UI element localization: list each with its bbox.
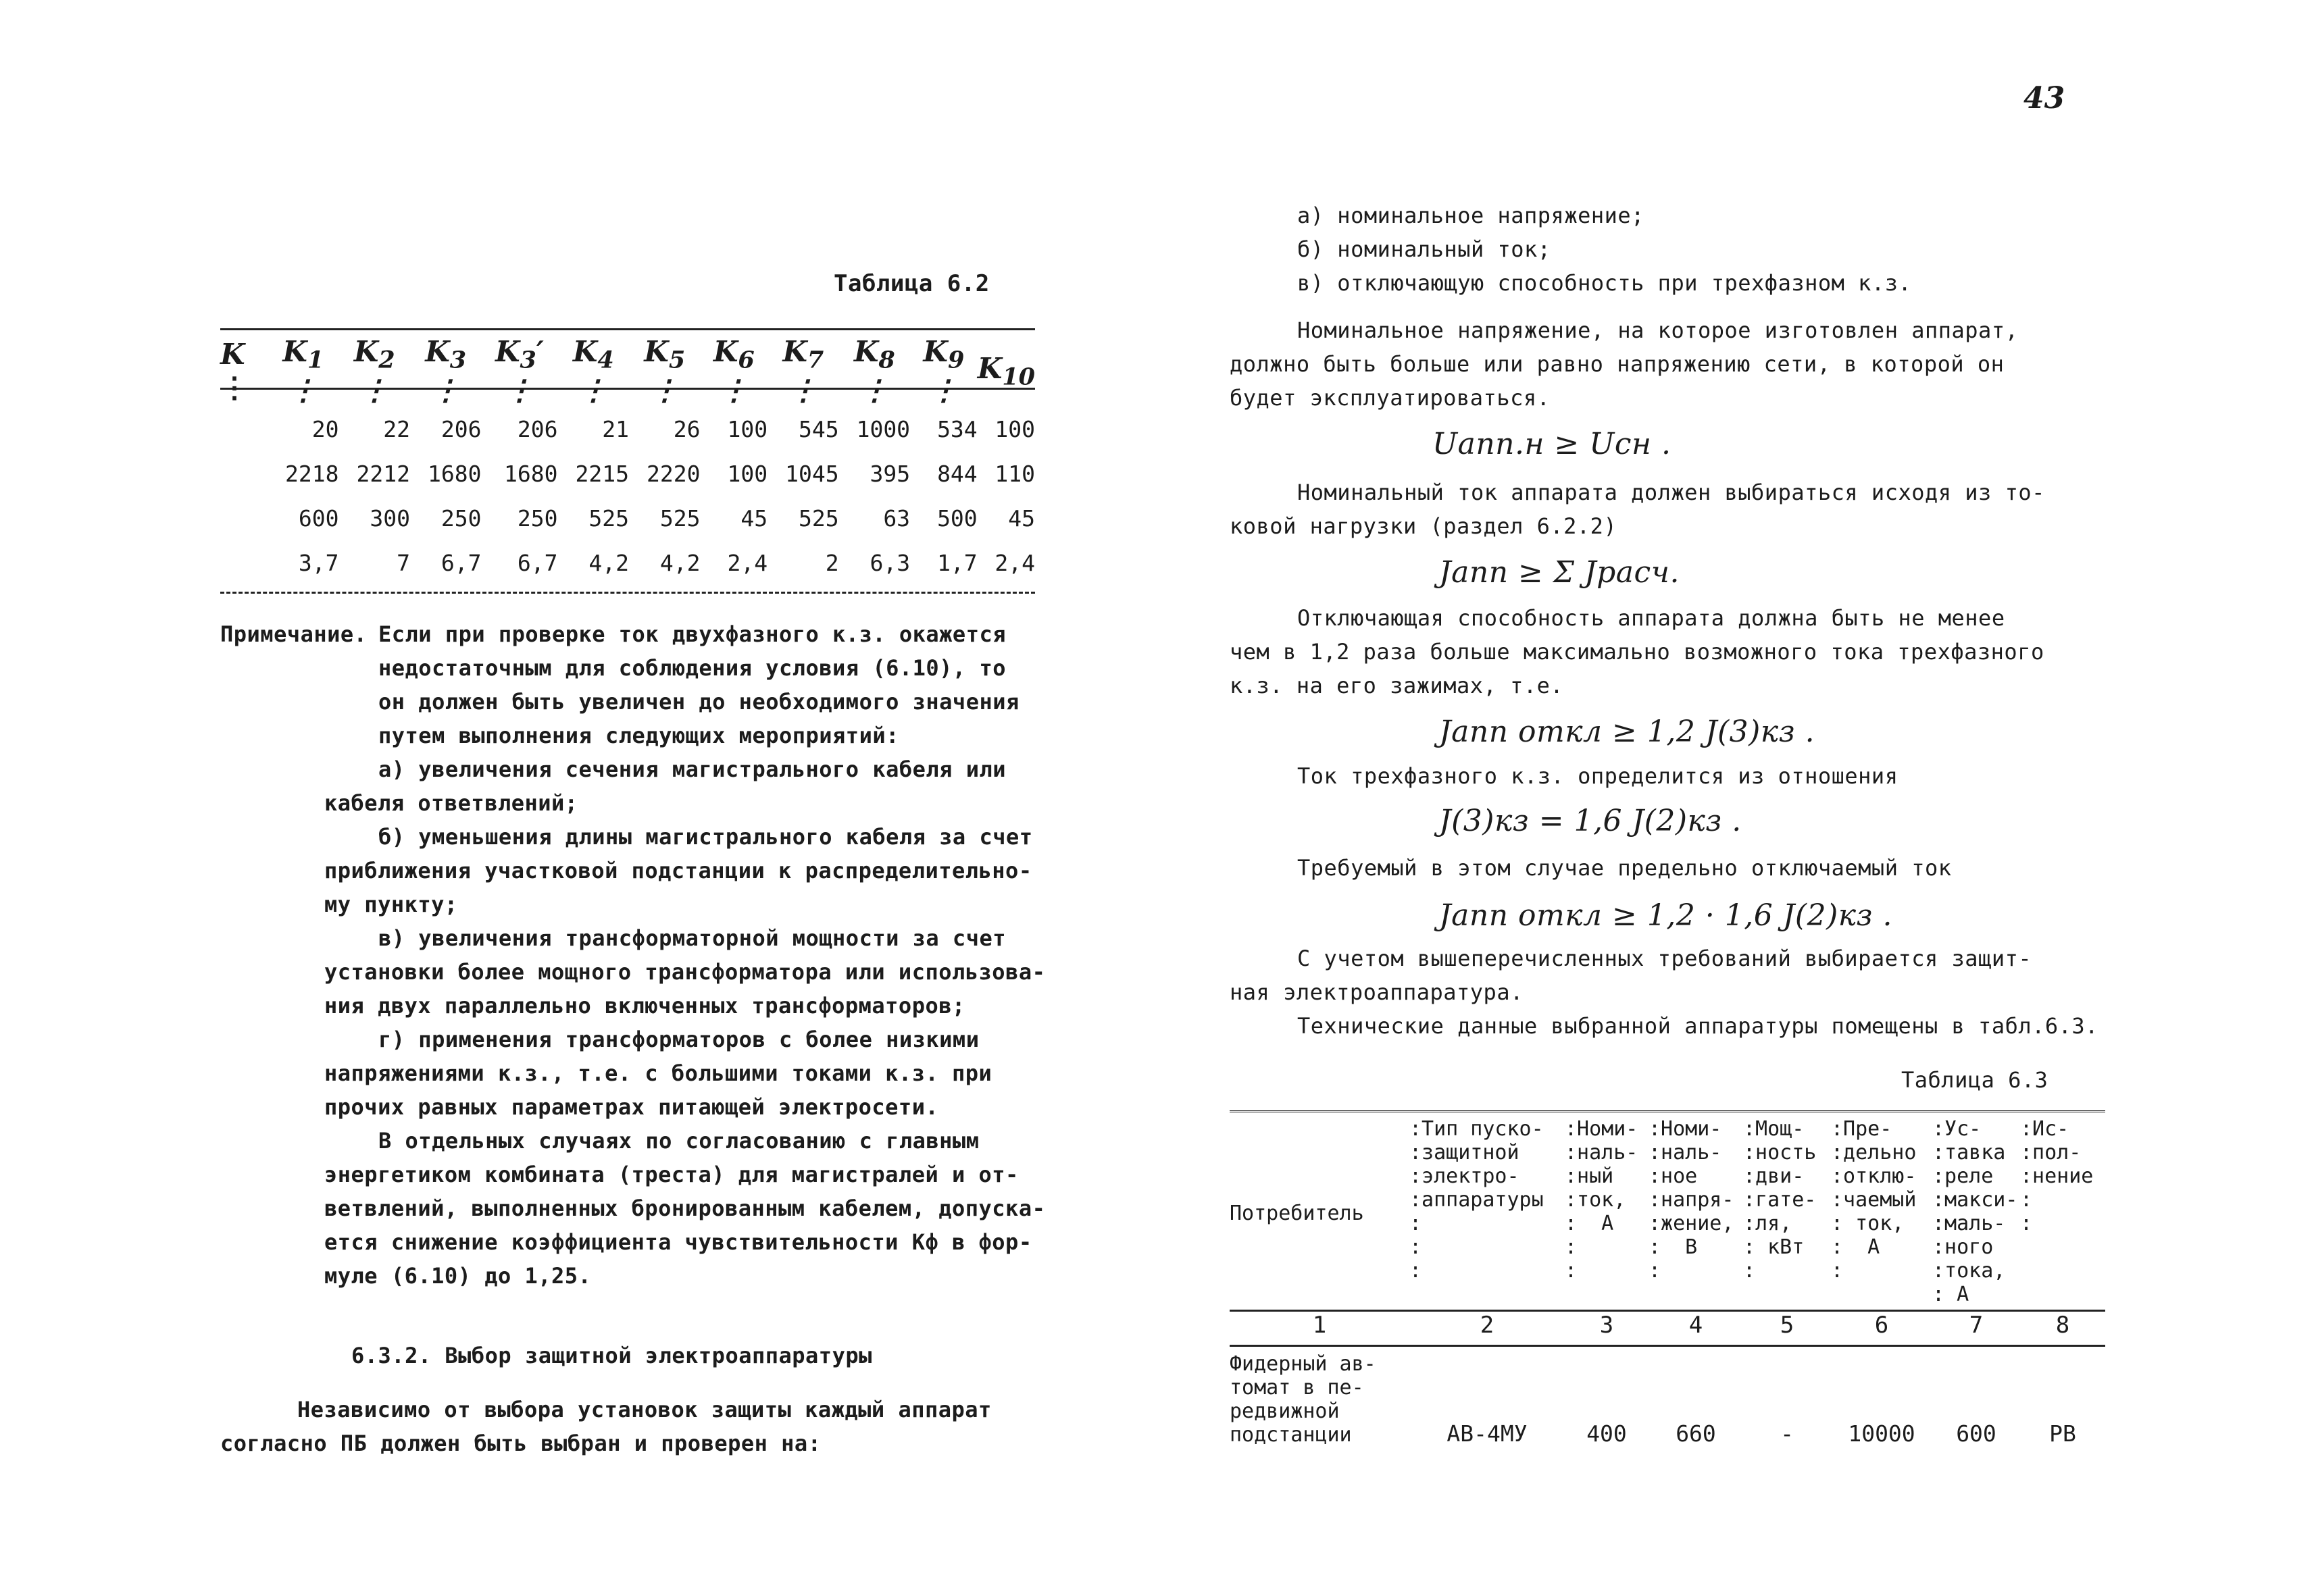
k-cell: 300 [370, 505, 410, 532]
para-line: муле (6.10) до 1,25. [324, 1263, 592, 1289]
note-line: путем выполнения следующих мероприятий: [378, 723, 899, 748]
item-line: кабеля ответвлений; [324, 790, 578, 816]
item-line: му пункту; [324, 892, 458, 917]
para-line: В отдельных случаях по согласованию с главным [378, 1128, 980, 1154]
k-cell: 534 [937, 415, 978, 442]
k-cell: 2220 [647, 460, 701, 487]
item-line: в) увеличения трансформаторной мощности за счет [378, 925, 1006, 951]
k-cell: 45 [740, 505, 768, 532]
table-row [220, 540, 1035, 585]
power-header: :Мощ- :ность :дви- :гате- :ля, : кВт : [1743, 1117, 1817, 1283]
k-cell: 206 [441, 415, 482, 442]
k-cell: 2,4 [727, 549, 768, 576]
k-cell: 525 [588, 505, 629, 532]
page-number: 43 [2023, 81, 2065, 115]
k-cell: 1045 [785, 460, 839, 487]
k-cell: 2215 [575, 460, 629, 487]
item-line: б) уменьшения длины магистрального кабеля за счет [378, 824, 1033, 850]
k1-header: $K_1$ ⋮ [282, 335, 324, 407]
para-line: ется снижение коэффициента чувствительности Кф в фор- [324, 1229, 1032, 1255]
voltage-cell: 660 [1676, 1420, 1716, 1447]
k-cell: 2 [825, 549, 839, 576]
formula: Jапп откл ≥ 1,2 J(3)кз . [1439, 715, 1815, 749]
item-line: а) увеличения сечения магистрального кабеля или [378, 756, 1006, 782]
t63-header-row [1230, 1117, 2105, 1310]
table-6-2-caption: Таблица 6.2 [834, 270, 990, 297]
list-item: б) номинальный ток; [1297, 236, 1551, 262]
item-line: ния двух параллельно включенных трансформаторов; [324, 993, 965, 1019]
text-line: будет эксплуатироваться. [1230, 385, 1551, 411]
k-header: K ⋮ [220, 338, 249, 405]
k-cell: 21 [602, 415, 629, 442]
final-line: согласно ПБ должен быть выбран и проверен на: [220, 1431, 822, 1456]
text-line: Ток трехфазного к.з. определится из отношения [1297, 763, 1898, 789]
k2-header: $K_2$ ⋮ [353, 335, 395, 407]
setting-header: :Ус- :тавка :реле :макси- :маль- :ного :тока, : А [1932, 1117, 2018, 1306]
execution-cell: РВ [2049, 1420, 2076, 1447]
k-table-header-rule [220, 388, 1035, 390]
text-line: Номинальное напряжение, на которое изготовлен аппарат, [1297, 317, 2019, 343]
k-cell: 250 [441, 505, 482, 532]
k-cell: 100 [727, 460, 768, 487]
col-number: 3 [1599, 1311, 1614, 1339]
note-line: недостаточным для соблюдения условия (6.10), то [378, 655, 1006, 681]
k-table-header-row [220, 335, 1035, 407]
k-cell: 1680 [427, 460, 482, 487]
item-line: установки более мощного трансформатора или использова- [324, 959, 1046, 985]
k-cell: 26 [673, 415, 701, 442]
k-cell [220, 451, 268, 496]
k-cell: 6,3 [870, 549, 911, 576]
t63-header [1743, 1117, 1831, 1310]
t63-top-rule [1230, 1110, 2105, 1112]
current-cell: 400 [1586, 1420, 1627, 1447]
k-cell: 100 [995, 415, 1035, 442]
k8-header: $K_8$ ⋮ [853, 335, 895, 407]
k-table-bottom-rule [220, 592, 1035, 594]
item-line: прочих равных параметрах питающей электросети. [324, 1094, 939, 1120]
col-number: 6 [1874, 1311, 1889, 1339]
final-line: Независимо от выбора установок защиты каждый аппарат [297, 1397, 992, 1422]
text-line: чем в 1,2 раза больше максимально возможного тока трехфазного [1230, 639, 2044, 665]
k-table-top-rule [220, 328, 1035, 330]
k10-header: $K_{10}$ [977, 351, 1035, 390]
table-6-3-caption: Таблица 6.3 [1901, 1067, 2048, 1093]
k-cell: 2,4 [995, 549, 1035, 576]
list-item: а) номинальное напряжение; [1297, 203, 1644, 228]
text-line: должно быть больше или равно напряжению сети, в которой он [1230, 351, 2005, 377]
formula: Jапп ≥ Σ Jрасч. [1439, 555, 1680, 590]
text-line: С учетом вышеперечисленных требований выбирается защит- [1297, 946, 2032, 971]
table-6-3 [1230, 1117, 2105, 1447]
col-number: 1 [1312, 1311, 1327, 1339]
k-cell: 6,7 [441, 549, 482, 576]
col-number: 4 [1688, 1311, 1703, 1339]
k-cell: 250 [517, 505, 558, 532]
k3-header: $K_3$ ⋮ [425, 335, 467, 407]
t63-number-row [1230, 1310, 2105, 1345]
k-cell: 6,7 [517, 549, 558, 576]
voltage-header: :Номи- :наль- :ное :напря- :жение, : В : [1649, 1117, 1734, 1283]
breaking-cell: 10000 [1848, 1420, 1915, 1447]
t63-header [1409, 1117, 1565, 1310]
note-label: Примечание. [220, 621, 368, 647]
col-number: 7 [1969, 1311, 1984, 1339]
k-cell: 525 [798, 505, 839, 532]
k-cell: 4,2 [659, 549, 701, 576]
k-cell: 1000 [856, 415, 911, 442]
text-line: ная электроаппаратура. [1230, 979, 1524, 1005]
k-cell: 1680 [504, 460, 558, 487]
k5-header: $K_5$ ⋮ [644, 335, 686, 407]
text-line: Требуемый в этом случае предельно отключаемый ток [1297, 855, 1952, 881]
text-line: Технические данные выбранной аппаратуры помещены в табл.6.3. [1297, 1013, 2098, 1039]
table-row [220, 496, 1035, 540]
item-line: г) применения трансформаторов с более низкими [378, 1027, 980, 1052]
power-cell: - [1780, 1420, 1794, 1447]
t63-header [1831, 1117, 1932, 1310]
k-cell: 844 [937, 460, 978, 487]
k-table [220, 335, 1035, 585]
note-line: Если при проверке ток двухфазного к.з. окажется [378, 621, 1006, 647]
consumer-cell: Фидерный ав- томат в пе- редвижной подстанции [1230, 1352, 1376, 1447]
k-cell: 110 [995, 460, 1035, 487]
col-number: 2 [1480, 1311, 1494, 1339]
t63-cell [1230, 1345, 1409, 1447]
k-cell [220, 496, 268, 540]
k-cell: 206 [517, 415, 558, 442]
text-line: Номинальный ток аппарата должен выбираться исходя из то- [1297, 480, 2045, 505]
text-line: к.з. на его зажимах, т.е. [1230, 673, 1564, 698]
k-cell: 600 [298, 505, 339, 532]
k-cell: 1,7 [937, 549, 978, 576]
current-header: :Номи- :наль- :ный :ток, : А : : [1565, 1117, 1638, 1283]
k-cell: 2218 [285, 460, 339, 487]
t63-header [1230, 1117, 1409, 1310]
text-line: ковой нагрузки (раздел 6.2.2) [1230, 513, 1617, 539]
formula: Uапп.н ≥ Uсн . [1432, 427, 1671, 461]
t63-header [1932, 1117, 2020, 1310]
k-cell: 395 [870, 460, 911, 487]
k-cell: 100 [727, 415, 768, 442]
k6-header: $K_6$ ⋮ [713, 335, 755, 407]
para-line: энергетиком комбината (треста) для магистралей и от- [324, 1162, 1019, 1187]
execution-header: :Ис- :пол- :нение : : [2020, 1117, 2094, 1235]
type-header: :Тип пуско- :защитной :электро- :аппаратуры : : : [1409, 1117, 1544, 1283]
col-number: 8 [2055, 1311, 2070, 1339]
k-cell: 20 [311, 415, 339, 442]
note-line: он должен быть увеличен до необходимого значения [378, 689, 1020, 715]
k-cell: 2212 [356, 460, 410, 487]
breaking-header: :Пре- :дельно :отклю- :чаемый : ток, : А : [1831, 1117, 1917, 1283]
consumer-header: Потребитель [1230, 1201, 1364, 1225]
table-row [1230, 1345, 2105, 1447]
table-row [220, 407, 1035, 451]
k-cell: 22 [383, 415, 410, 442]
k9-header: $K_9$ ⋮ [923, 335, 965, 407]
t63-header [1565, 1117, 1649, 1310]
item-line: напряжениями к.з., т.е. с большими токами к.з. при [324, 1060, 992, 1086]
formula: J(3)кз = 1,6 J(2)кз . [1439, 804, 1742, 838]
k-cell [220, 540, 268, 585]
para-line: ветвлений, выполненных бронированным кабелем, допуска- [324, 1195, 1046, 1221]
item-line: приближения участковой подстанции к распределительно- [324, 858, 1032, 883]
k4-header: $K_4$ ⋮ [572, 335, 614, 407]
k7-header: $K_7$ ⋮ [782, 335, 824, 407]
k-cell [220, 407, 268, 451]
list-item: в) отключающую способность при трехфазном к.з. [1297, 270, 1912, 296]
table-row [220, 451, 1035, 496]
k-cell: 545 [798, 415, 839, 442]
k-cell: 45 [1008, 505, 1035, 532]
section-heading: 6.3.2. Выбор защитной электроаппаратуры [351, 1343, 872, 1368]
k-cell: 525 [659, 505, 701, 532]
k-cell: 3,7 [298, 549, 339, 576]
formula: Jапп откл ≥ 1,2 · 1,6 J(2)кз . [1439, 898, 1892, 933]
t63-header [2020, 1117, 2105, 1310]
k-cell: 63 [883, 505, 911, 532]
k-cell: 500 [937, 505, 978, 532]
col-number: 5 [1780, 1311, 1794, 1339]
t63-header [1649, 1117, 1743, 1310]
text-line: Отключающая способность аппарата должна быть не менее [1297, 605, 2005, 631]
k3prime-header: $K_3'$ ⋮ [495, 335, 544, 407]
k-cell: 7 [397, 549, 410, 576]
type-cell: АВ-4МУ [1447, 1420, 1528, 1447]
setting-cell: 600 [1956, 1420, 1996, 1447]
k-cell: 4,2 [588, 549, 629, 576]
